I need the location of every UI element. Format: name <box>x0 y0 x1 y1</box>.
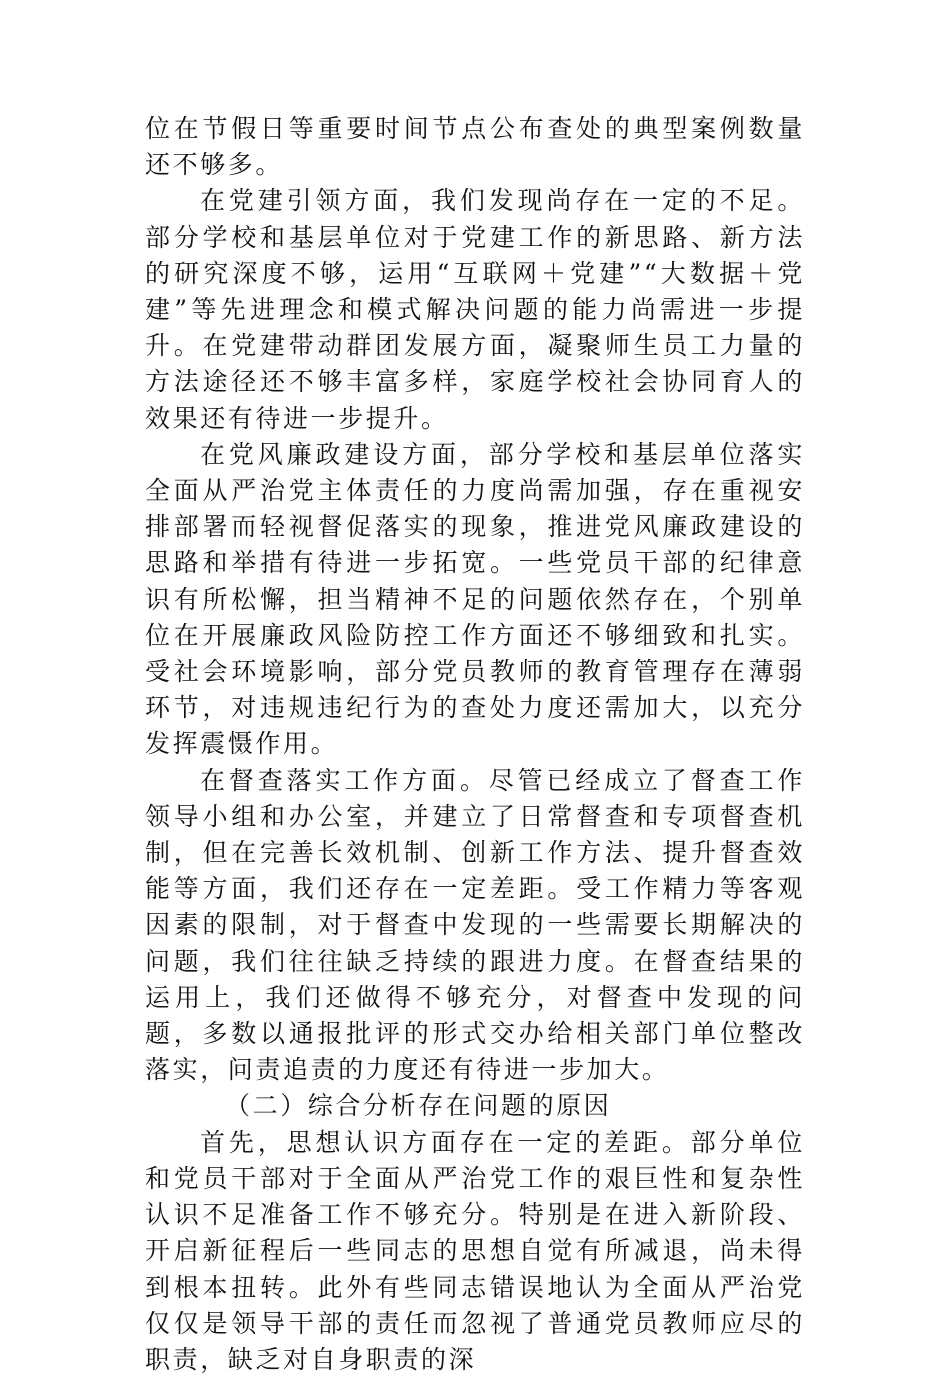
document-body <box>145 111 805 1378</box>
paragraph-supervision: 在督查落实工作方面。尽管已经成立了督查工作领导小组和办公室，并建立了日常督查和专项督查机制，但在完善长效机制、创新工作方法、提升督查效能等方面，我们还存在一定差距。受工作精力等客观因素的限制，对于督查中发现的一些需要长期解决的问题，我们往往缺乏持续的跟进力度。在督查结果的运用上，我们还做得不够充分，对督查中发现的问题，多数以通报批评的形式交办给相关部门单位整改落实，问责追责的力度还有待进一步加大。 <box>145 765 805 1085</box>
section-heading: （二）综合分析存在问题的原因 <box>225 1091 612 1121</box>
paragraph-causes: 首先，思想认识方面存在一定的差距。部分单位和党员干部对于全面从严治党工作的艰巨性和复杂性认识不足准备工作不够充分。特别是在进入新阶段、开启新征程后一些同志的思想自觉有所减退，尚未得到根本扭转。此外有些同志错误地认为全面从严治党仅仅是领导干部的责任而忽视了普通党员教师应尽的职责，缺乏对自身职责的深 <box>145 1127 805 1374</box>
paragraph-continuation: 位在节假日等重要时间节点公布查处的典型案例数量还不够多。 <box>145 114 805 180</box>
paragraph-integrity-building: 在党风廉政建设方面，部分学校和基层单位落实全面从严治党主体责任的力度尚需加强，存在重视安排部署而轻视督促落实的现象，推进党风廉政建设的思路和举措有待进一步拓宽。一些党员干部的纪律意识有所松懈，担当精神不足的问题依然存在，个别单位在开展廉政风险防控工作方面还不够细致和扎实。受社会环境影响，部分党员教师的教育管理存在薄弱环节，对违规违纪行为的查处力度还需加大，以充分发挥震慑作用。 <box>145 439 805 759</box>
paragraph-party-building: 在党建引领方面，我们发现尚存在一定的不足。部分学校和基层单位对于党建工作的新思路、新方法的研究深度不够，运用“互联网＋党建”“大数据＋党建”等先进理念和模式解决问题的能力尚需进一步提升。在党建带动群团发展方面，凝聚师生员工力量的方法途径还不够丰富多样，家庭学校社会协同育人的效果还有待进一步提升。 <box>145 186 805 433</box>
